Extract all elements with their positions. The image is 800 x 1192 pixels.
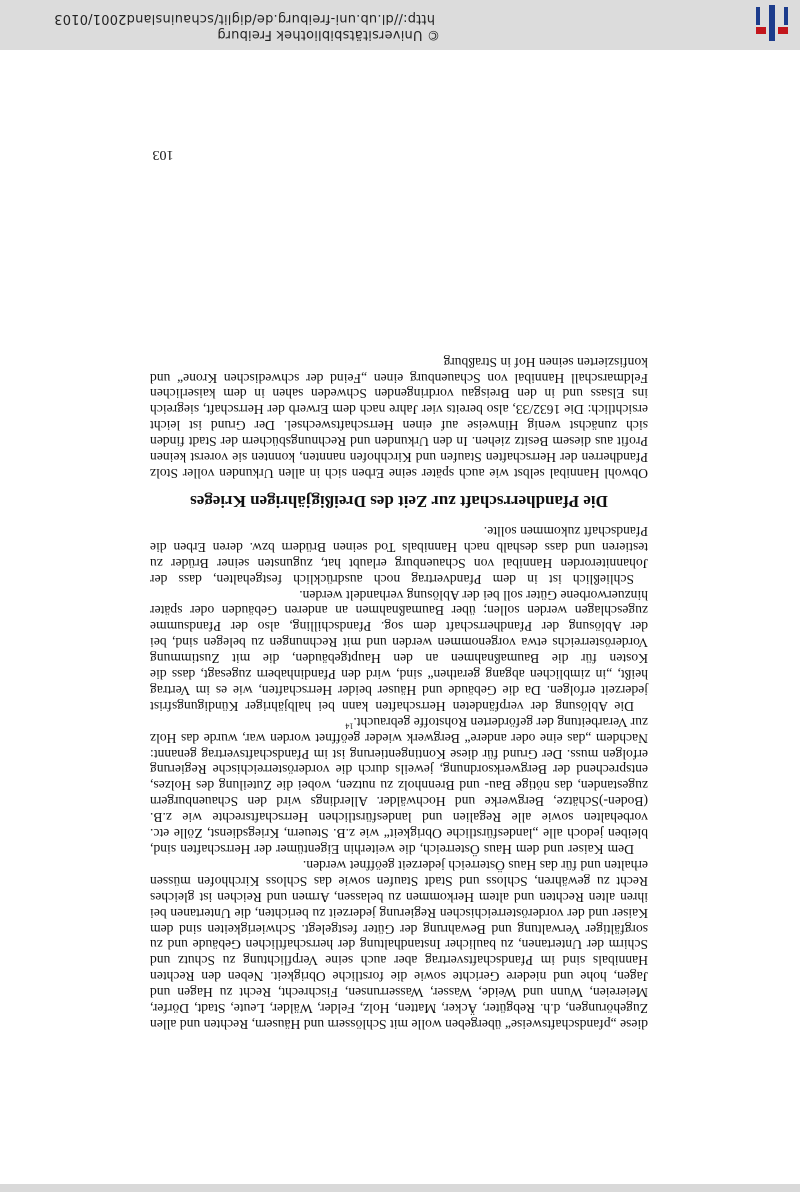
page-number: 103 <box>152 147 174 162</box>
ub-freiburg-logo-icon <box>752 2 792 44</box>
section-heading: Die Pfandherrschaft zur Zeit des Dreißigjährigen Krieges <box>190 492 608 511</box>
footnote-reference: 14 <box>345 721 354 731</box>
viewer-top-bar <box>0 1184 800 1192</box>
footer <box>0 0 800 50</box>
source-url-link[interactable]: http://dl.ub.uni-freiburg.de/diglit/schauinsland2001/0103 <box>54 11 435 26</box>
page-body <box>150 354 648 1032</box>
body-paragraph-5: Obwohl Hannibal selbst wie auch später seine Erben sich in allen Urkunden voller Stolz Pfandherren der Herrschaften Staufen und Kirchhofen nannten, konnten sie vorerst keinen Profit aus diesem Besitz ziehen. In den Urkunden und Rechnungsbüchern der Stadt finden sich zunächst wenig Hinweise auf einen Herrschaftswechsel. Der Grund ist leicht ersichtlich: Die 1632/33, also bereits vier Jahre nach dem Erwerb der Herrschaft, siegreich ins Elsass und in den Breisgau vordringenden Schweden sahen in dem kaiserlichen Feldmarschall Hannibal von Schauenburg einen „Feind der schwedischen Krone“ und konfiszierten seinen Hof in Straßburg <box>150 354 648 481</box>
body-paragraph-4: Schließlich ist in dem Pfandvertrag noch ausdrücklich festgehalten, dass der Johanniterorden Hannibal von Schauenburg erlaubt hat, zugunsten seiner Brüder zu testieren und dass deshalb nach Hannibals Tod seinen Brüdern bzw. deren Erben die Pfandschaft zukommen sollte. <box>150 523 648 587</box>
copyright-text: © Universitätsbibliothek Freiburg <box>217 27 440 42</box>
body-paragraph-1: diese „pfandschaftsweise“ übergeben wolle mit Schlössern und Häusern, Rechten und allen Zugehörungen, d.h. Rebgüter, Äcker, Matten, Holz, Felder, Wälder, Leute, Stadt, Dörfer, Meiereien, Wunn und Weide, Wasser, Wasserrunsen, Fischrecht, Recht zu Hagen und Jagen, hohe und niedere Gerichte sowie die forstliche Obrigkeit. Neben den Rechten Hannibals sind im Pfandschaftsvertrag aber auch seine Verpflichtung zu Schutz und Schirm der Untertanen, zu baulicher Instandhaltung der herrschaftlichen Gebäude und zu sorgfältiger Verwaltung und Bewahrung der Güter festgelegt. Schwierigkeiten sind dem Kaiser und der vorderösterreichischen Regierung jederzeit zu berichten, die Untertanen bei ihren alten Rechten und altem Herkommen zu belassen, Armen und Reichen ist gleiches Recht zu gewähren, Schloss und Stadt Staufen sowie das Schloss Kirchhofen müssen erhalten und für das Haus Österreich jederzeit geöffnet werden. <box>150 857 648 1032</box>
body-paragraph-3: Die Ablösung der verpfändeten Herrschaften kann bei halbjähriger Kündigungsfrist jederzeit erfolgen. Da die Gebäude und Häuser beider Herrschaften, wie es im Vertrag heißt, „in zimblichen abgang gerathen“ sind, wird den Pfandinhabern zugesagt, dass die Kosten für die Baumaßnahmen an den Hauptgebäuden, die mit Zustimmung Vorderösterreichs etwa vorgenommen werden und mit Rechnungen zu belegen sind, bei der Ablösung der Pfandherrschaft dem sog. Pfandschilling, also der Pfandsumme zugeschlagen werden sollen; über Baumaßnahmen an anderen Gebäuden oder später hinzuerworbene Güter soll bei der Ablösung verhandelt werden. <box>150 587 648 714</box>
body-paragraph-2 <box>150 714 648 857</box>
body-paragraph-2-text: Dem Kaiser und dem Haus Österreich, die weiterhin Eigentümer der Herrschaften sind, bleiben jedoch alle „landesfürstliche Obrigkeit“ wie z.B. Steuern, Kriegsdienst, Zölle etc. vorbehalten sowie alle Regalien und landesfürstlichen Herrschaftsrechte wie z.B. (Boden-)Schätze, Bergwerke und Hochwälder. Allerdings wird den Schauenburgern zugestanden, das nötige Bau- und Brennholz zu nutzen, wobei die Zuteilung des Holzes, entsprechend der Bergwerksordnung, jeweils durch die vorderösterreichische Regierung erfolgen muss. Der Grund für diese Kontingentierung ist im Pfandschaftsvertrag genannt: Nachdem „das eine oder andere“ Bergwerk wieder geöffnet worden war, wurde das Holz zur Verarbeitung der geförderten Rohstoffe gebraucht. <box>150 714 648 858</box>
